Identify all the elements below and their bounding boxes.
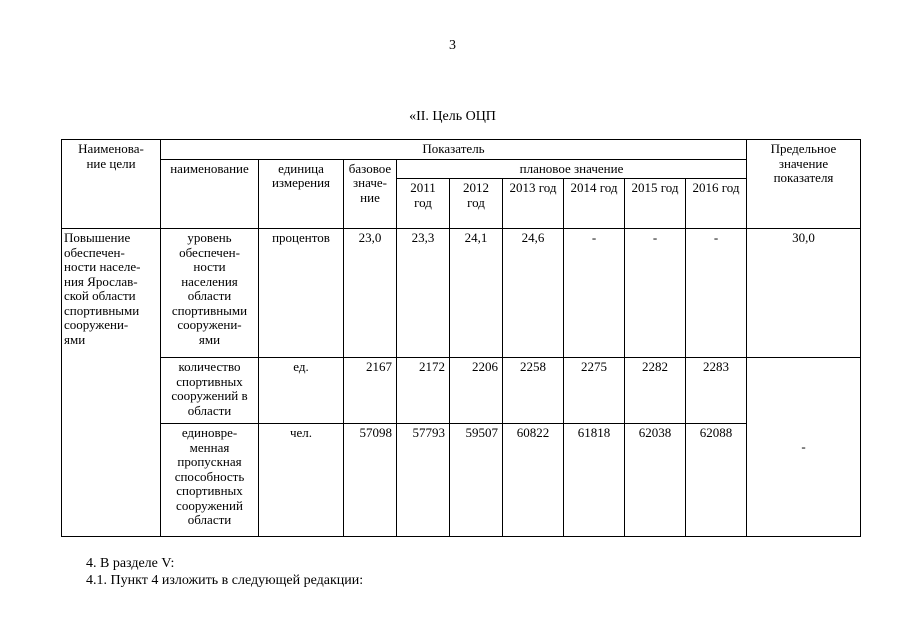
goal-cell: Повышение обеспечен- ности населе- ния Ярослав- ской области спортивными сооружени- ями [62, 229, 161, 537]
value-cell: 2282 [625, 358, 686, 424]
value-cell: 2172 [397, 358, 450, 424]
table-row [62, 229, 861, 358]
value-cell: 2283 [686, 358, 747, 424]
section-title: «II. Цель ОЦП [409, 109, 496, 124]
header-year-2014: 2014 год [564, 179, 625, 229]
header-year-2013: 2013 год [503, 179, 564, 229]
header-base: базовое значе- ние [344, 159, 397, 229]
value-cell: 57793 [397, 424, 450, 537]
header-planned: плановое значение [397, 159, 747, 179]
limit-cell: - [747, 358, 861, 537]
value-cell: - [686, 229, 747, 358]
unit-cell: процентов [259, 229, 344, 358]
footer-line-2: 4.1. Пункт 4 изложить в следующей редакции: [86, 573, 364, 588]
indicator-name: единовре- менная пропускная способность спортивных сооружений области [161, 424, 259, 537]
header-unit: единица измерения [259, 159, 344, 229]
value-cell: 59507 [450, 424, 503, 537]
value-cell: 24,1 [450, 229, 503, 358]
base-cell: 2167 [344, 358, 397, 424]
header-year-2015: 2015 год [625, 179, 686, 229]
base-cell: 23,0 [344, 229, 397, 358]
header-indicator: Показатель [161, 140, 747, 160]
value-cell: 62038 [625, 424, 686, 537]
indicator-name: количество спортивных сооружений в области [161, 358, 259, 424]
unit-cell: ед. [259, 358, 344, 424]
indicator-name: уровень обеспечен- ности населения области спортивными сооружени- ями [161, 229, 259, 358]
table-row [62, 358, 861, 424]
table-row [62, 424, 861, 537]
header-limit-value: Предельное значение показателя [747, 140, 861, 229]
limit-cell: 30,0 [747, 229, 861, 358]
footer-line-1: 4. В разделе V: [86, 556, 175, 571]
value-cell: 2258 [503, 358, 564, 424]
value-cell: 2206 [450, 358, 503, 424]
goal-indicators-table [61, 139, 861, 537]
value-cell: 23,3 [397, 229, 450, 358]
value-cell: 24,6 [503, 229, 564, 358]
value-cell: - [564, 229, 625, 358]
value-cell: - [625, 229, 686, 358]
header-goal-name: Наименова- ние цели [62, 140, 161, 229]
page-number: 3 [449, 38, 456, 53]
value-cell: 2275 [564, 358, 625, 424]
header-year-2016: 2016 год [686, 179, 747, 229]
value-cell: 62088 [686, 424, 747, 537]
base-cell: 57098 [344, 424, 397, 537]
value-cell: 61818 [564, 424, 625, 537]
header-year-2011: 2011 год [397, 179, 450, 229]
header-name: наименование [161, 159, 259, 229]
unit-cell: чел. [259, 424, 344, 537]
header-year-2012: 2012 год [450, 179, 503, 229]
value-cell: 60822 [503, 424, 564, 537]
